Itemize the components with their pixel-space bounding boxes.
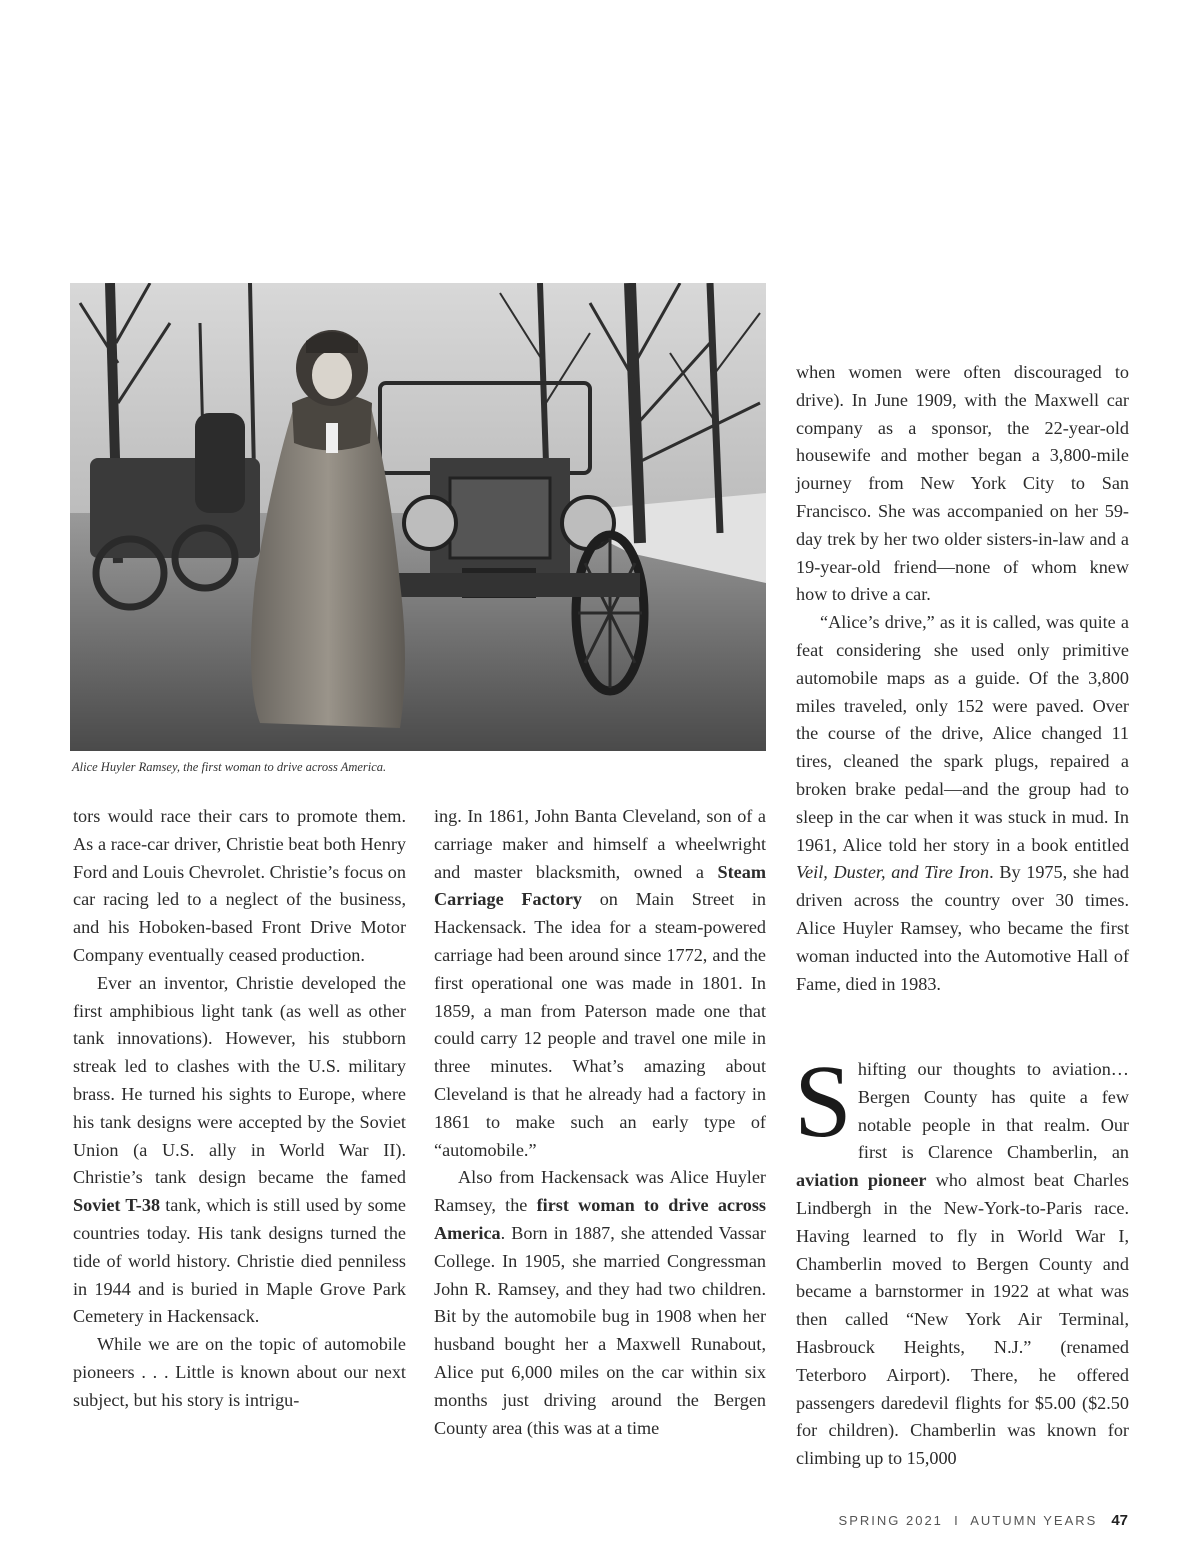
paragraph: While we are on the topic of automobile pioneers . . . Little is known about our next subject, but his story is intrigu- bbox=[73, 1334, 406, 1410]
column-3 bbox=[796, 359, 1129, 998]
bold-term: Steam Carriage Factory bbox=[434, 861, 766, 910]
paragraph: when women were often discouraged to drive). In June 1909, with the Maxwell car company as a sponsor, the 22-year-old housewife and mother began a 3,800-mile journey from New York City to San Francisco. She was accompanied on her 59-day trek by her two older sisters-in-law and a 19-year-old friend—none of whom knew how to drive a car. bbox=[796, 362, 1129, 605]
vintage-car-photo-icon bbox=[70, 283, 766, 751]
paragraph: Shifting our thoughts to aviation… Bergen County has quite a few notable people in that realm. Our first is Clarence Chamberlin, an aviation pioneer who almost beat Charles Lindbergh in the New-York-to-Paris race. Having learned to fly in World War I, Chamberlin moved to Bergen County and became a barnstormer in 1922 at what was then called “New York Air Terminal, Hasbrouck Heights, N.J.” (renamed Teterboro Airport). There, he offered passengers daredevil flights for $5.00 ($2.50 for children). Chamberlin was known for climbing up to 15,000 bbox=[794, 1044, 1129, 1469]
paragraph: “Alice’s drive,” as it is called, was quite a feat considering she used only primitive automobile maps as a guide. Of the 3,800 miles traveled, only 152 were paved. Over the course of the drive, Alice changed 11 tires, cleaned the spark plugs, repaired a broken brake pedal—and the group had to sleep in the car when it was stuck in mud. In 1961, Alice told her story in a book entitled Veil, Duster, and Tire Iron. By 1975, she had driven across the country over 30 times. Alice Huyler Ramsey, who became the first woman inducted into the Automotive Hall of Fame, died in 1983. bbox=[796, 612, 1129, 994]
issue-label: SPRING 2021 I AUTUMN YEARS bbox=[838, 1513, 1098, 1528]
bold-term: first woman to drive across America bbox=[434, 1195, 766, 1243]
column-2 bbox=[434, 803, 766, 1442]
book-title: Veil, Duster, and Tire Iron bbox=[796, 862, 990, 883]
page-number: 47 bbox=[1111, 1512, 1128, 1529]
column-1 bbox=[73, 803, 406, 1415]
drop-cap: S bbox=[794, 1044, 852, 1159]
paragraph: Also from Hackensack was Alice Huyler Ramsey, the first woman to drive across America. Born in 1887, she attended Vassar College. In 1905, she married Congressman John R. Ramsey, and they had two children. Bit by the automobile bug in 1908 when her husband bought her a Maxwell Runabout, Alice put 6,000 miles on the car within six months just driving around the Bergen County area (this was at a time bbox=[434, 1167, 766, 1438]
paragraph: Ever an inventor, Christie developed the first amphibious light tank (as well as other tank innovations). However, his stubborn streak led to clashes with the U.S. military brass. He turned his sights to Europe, where his tank designs were accepted by the Soviet Union (a U.S. ally in World War II). Christie’s tank design became the famed Soviet T-38 tank, which is still used by some countries today. His tank designs turned the tide of world history. Christie died penniless in 1944 and is buried in Maple Grove Park Cemetery in Hackensack. bbox=[73, 972, 406, 1327]
paragraph: ing. In 1861, John Banta Cleveland, son of a carriage maker and himself a wheelwright and master blacksmith, owned a Steam Carriage Factory on Main Street in Hackensack. The idea for a steam-powered carriage had been around since 1772, and the first operational one was made in 1801. In 1859, a man from Paterson made one that could carry 12 people and travel one mile in three minutes. What’s amazing about Cleveland is that he already had a factory in 1861 to make such an early type of “automobile.” bbox=[434, 806, 766, 1160]
paragraph: tors would race their cars to promote them. As a race-car driver, Christie beat both Henry Ford and Louis Chevrolet. Christie’s focus on car racing led to a neglect of the business, and his Hoboken-based Front Drive Motor Company eventually ceased production. bbox=[73, 806, 406, 965]
page-footer bbox=[839, 1512, 1128, 1529]
bold-term: aviation pioneer bbox=[796, 1170, 927, 1191]
photo-caption: Alice Huyler Ramsey, the first woman to drive across America. bbox=[72, 760, 387, 774]
historic-photo bbox=[70, 283, 766, 751]
bold-term: Soviet T-38 bbox=[73, 1195, 161, 1216]
column-3-aviation bbox=[794, 1044, 1129, 1473]
